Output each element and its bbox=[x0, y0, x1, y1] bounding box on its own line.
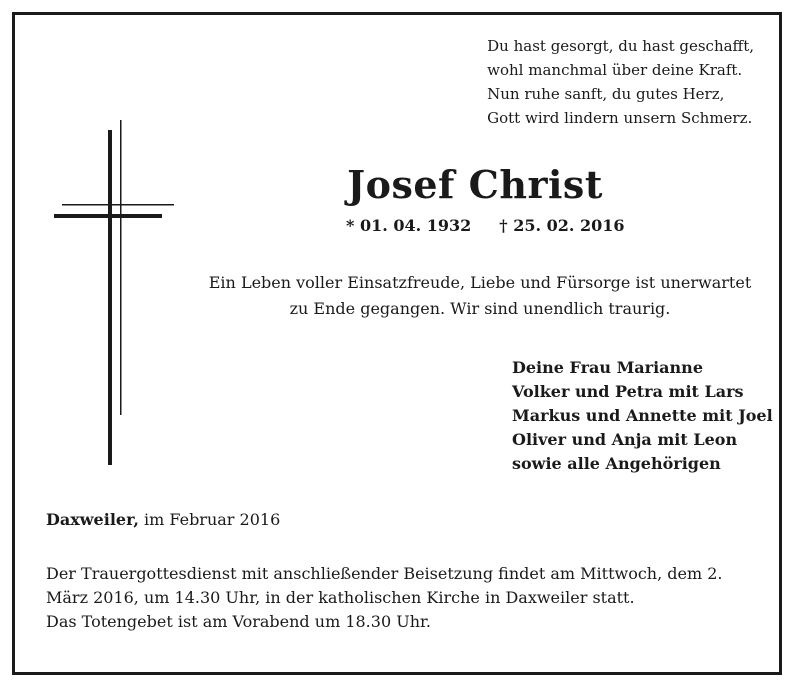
deceased-name-text: Josef Christ bbox=[347, 162, 603, 207]
poem-line: Du hast gesorgt, du hast geschafft, bbox=[487, 37, 754, 55]
deceased-name bbox=[0, 162, 800, 207]
life-dates bbox=[346, 216, 625, 235]
death-date: † 25. 02. 2016 bbox=[499, 216, 625, 235]
poem-line: wohl manchmal über deine Kraft. bbox=[487, 61, 743, 79]
intro-text: Ein Leben voller Einsatzfreude, Liebe und Fürsorge ist unerwartet zu Ende gegangen. Wir sind unendlich traurig. bbox=[208, 273, 752, 318]
place-and-date bbox=[46, 510, 280, 529]
service-line: Das Totengebet ist am Vorabend um 18.30 Uhr. bbox=[46, 612, 431, 631]
birth-date: * 01. 04. 1932 bbox=[346, 216, 472, 235]
family-member: Oliver und Anja mit Leon bbox=[512, 430, 738, 449]
family-member: Volker und Petra mit Lars bbox=[512, 382, 744, 401]
family-member: Deine Frau Marianne bbox=[512, 358, 703, 377]
poem-line: Gott wird lindern unsern Schmerz. bbox=[487, 109, 753, 127]
poem-line: Nun ruhe sanft, du gutes Herz, bbox=[487, 85, 725, 103]
family-member: sowie alle Angehörigen bbox=[512, 454, 721, 473]
family-member: Markus und Annette mit Joel bbox=[512, 406, 773, 425]
service-line: Der Trauergottesdienst mit anschließender Beisetzung findet am Mittwoch, dem 2. März 2016, um 14.30 Uhr, in der katholischen Kirche in Daxweiler statt. bbox=[46, 564, 723, 607]
place-date: im Februar 2016 bbox=[138, 510, 281, 529]
place-town: Daxweiler, bbox=[46, 510, 139, 529]
family-list bbox=[512, 356, 773, 476]
service-info bbox=[46, 562, 766, 634]
memorial-poem bbox=[487, 34, 754, 130]
